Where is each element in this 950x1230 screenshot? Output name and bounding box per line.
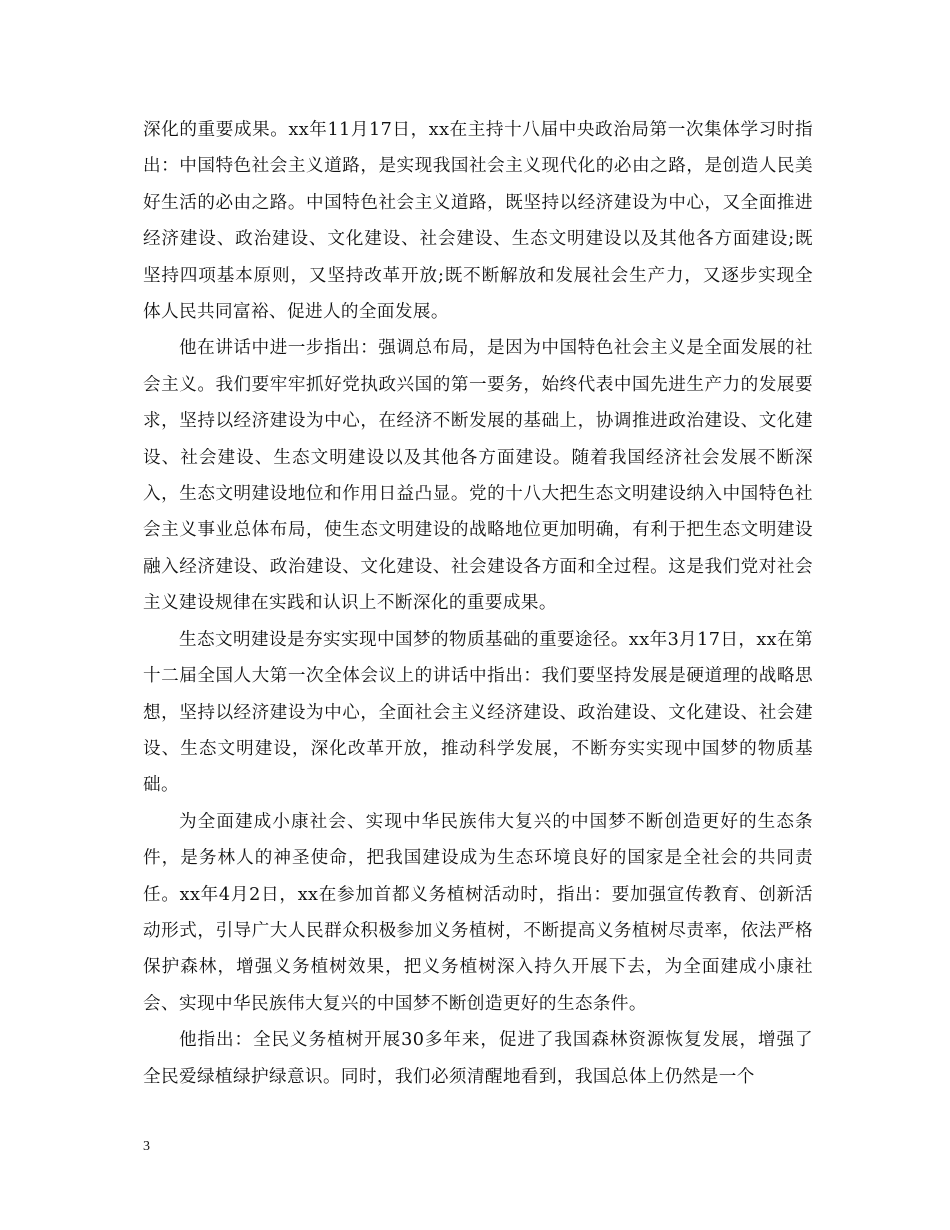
paragraph-5: 他指出：全民义务植树开展30多年来，促进了我国森林资源恢复发展，增强了全民爱绿植绿护绿意识。同时，我们必须清醒地看到，我国总体上仍然是一个 (143, 1030, 813, 1087)
paragraph-4: 为全面建成小康社会、实现中华民族伟大复兴的中国梦不断创造更好的生态条件，是务林人的神圣使命，把我国建设成为生态环境良好的国家是全社会的共同责任。xx年4月2日，xx在参加首都义务植树活动时，指出：要加强宣传教育、创新活动形式，引导广大人民群众积极参加义务植树，不断提高义务植树尽责率，依法严格保护森林，增强义务植树效果，把义务植树深入持久开展下去，为全面建成小康社会、实现中华民族伟大复兴的中国梦不断创造更好的生态条件。 (143, 811, 813, 1014)
paragraph-2: 他在讲话中进一步指出：强调总布局，是因为中国特色社会主义是全面发展的社会主义。我们要牢牢抓好党执政兴国的第一要务，始终代表中国先进生产力的发展要求，坚持以经济建设为中心，在经济不断发展的基础上，协调推进政治建设、文化建设、社会建设、生态文明建设以及其他各方面建设。随着我国经济社会发展不断深入，生态文明建设地位和作用日益凸显。党的十八大把生态文明建设纳入中国特色社会主义事业总体布局，使生态文明建设的战略地位更加明确，有利于把生态文明建设融入经济建设、政治建设、文化建设、社会建设各方面和全过程。这是我们党对社会主义建设规律在实践和认识上不断深化的重要成果。 (143, 338, 813, 614)
paragraph-1: 深化的重要成果。xx年11月17日，xx在主持十八届中央政治局第一次集体学习时指出：中国特色社会主义道路，是实现我国社会主义现代化的必由之路，是创造人民美好生活的必由之路。中国特色社会主义道路，既坚持以经济建设为中心，又全面推进经济建设、政治建设、文化建设、社会建设、生态文明建设以及其他各方面建设;既坚持四项基本原则，又坚持改革开放;既不断解放和发展社会生产力，又逐步实现全体人民共同富裕、促进人的全面发展。 (143, 120, 813, 323)
paragraph-3: 生态文明建设是夯实实现中国梦的物质基础的重要途径。xx年3月17日，xx在第十二届全国人大第一次全体会议上的讲话中指出：我们要坚持发展是硬道理的战略思想，坚持以经济建设为中心，全面社会主义经济建设、政治建设、文化建设、社会建设、生态文明建设，深化改革开放，推动科学发展，不断夯实实现中国梦的物质基础。 (143, 629, 813, 796)
body-text (143, 112, 813, 1095)
page-number: 3 (143, 1139, 150, 1154)
